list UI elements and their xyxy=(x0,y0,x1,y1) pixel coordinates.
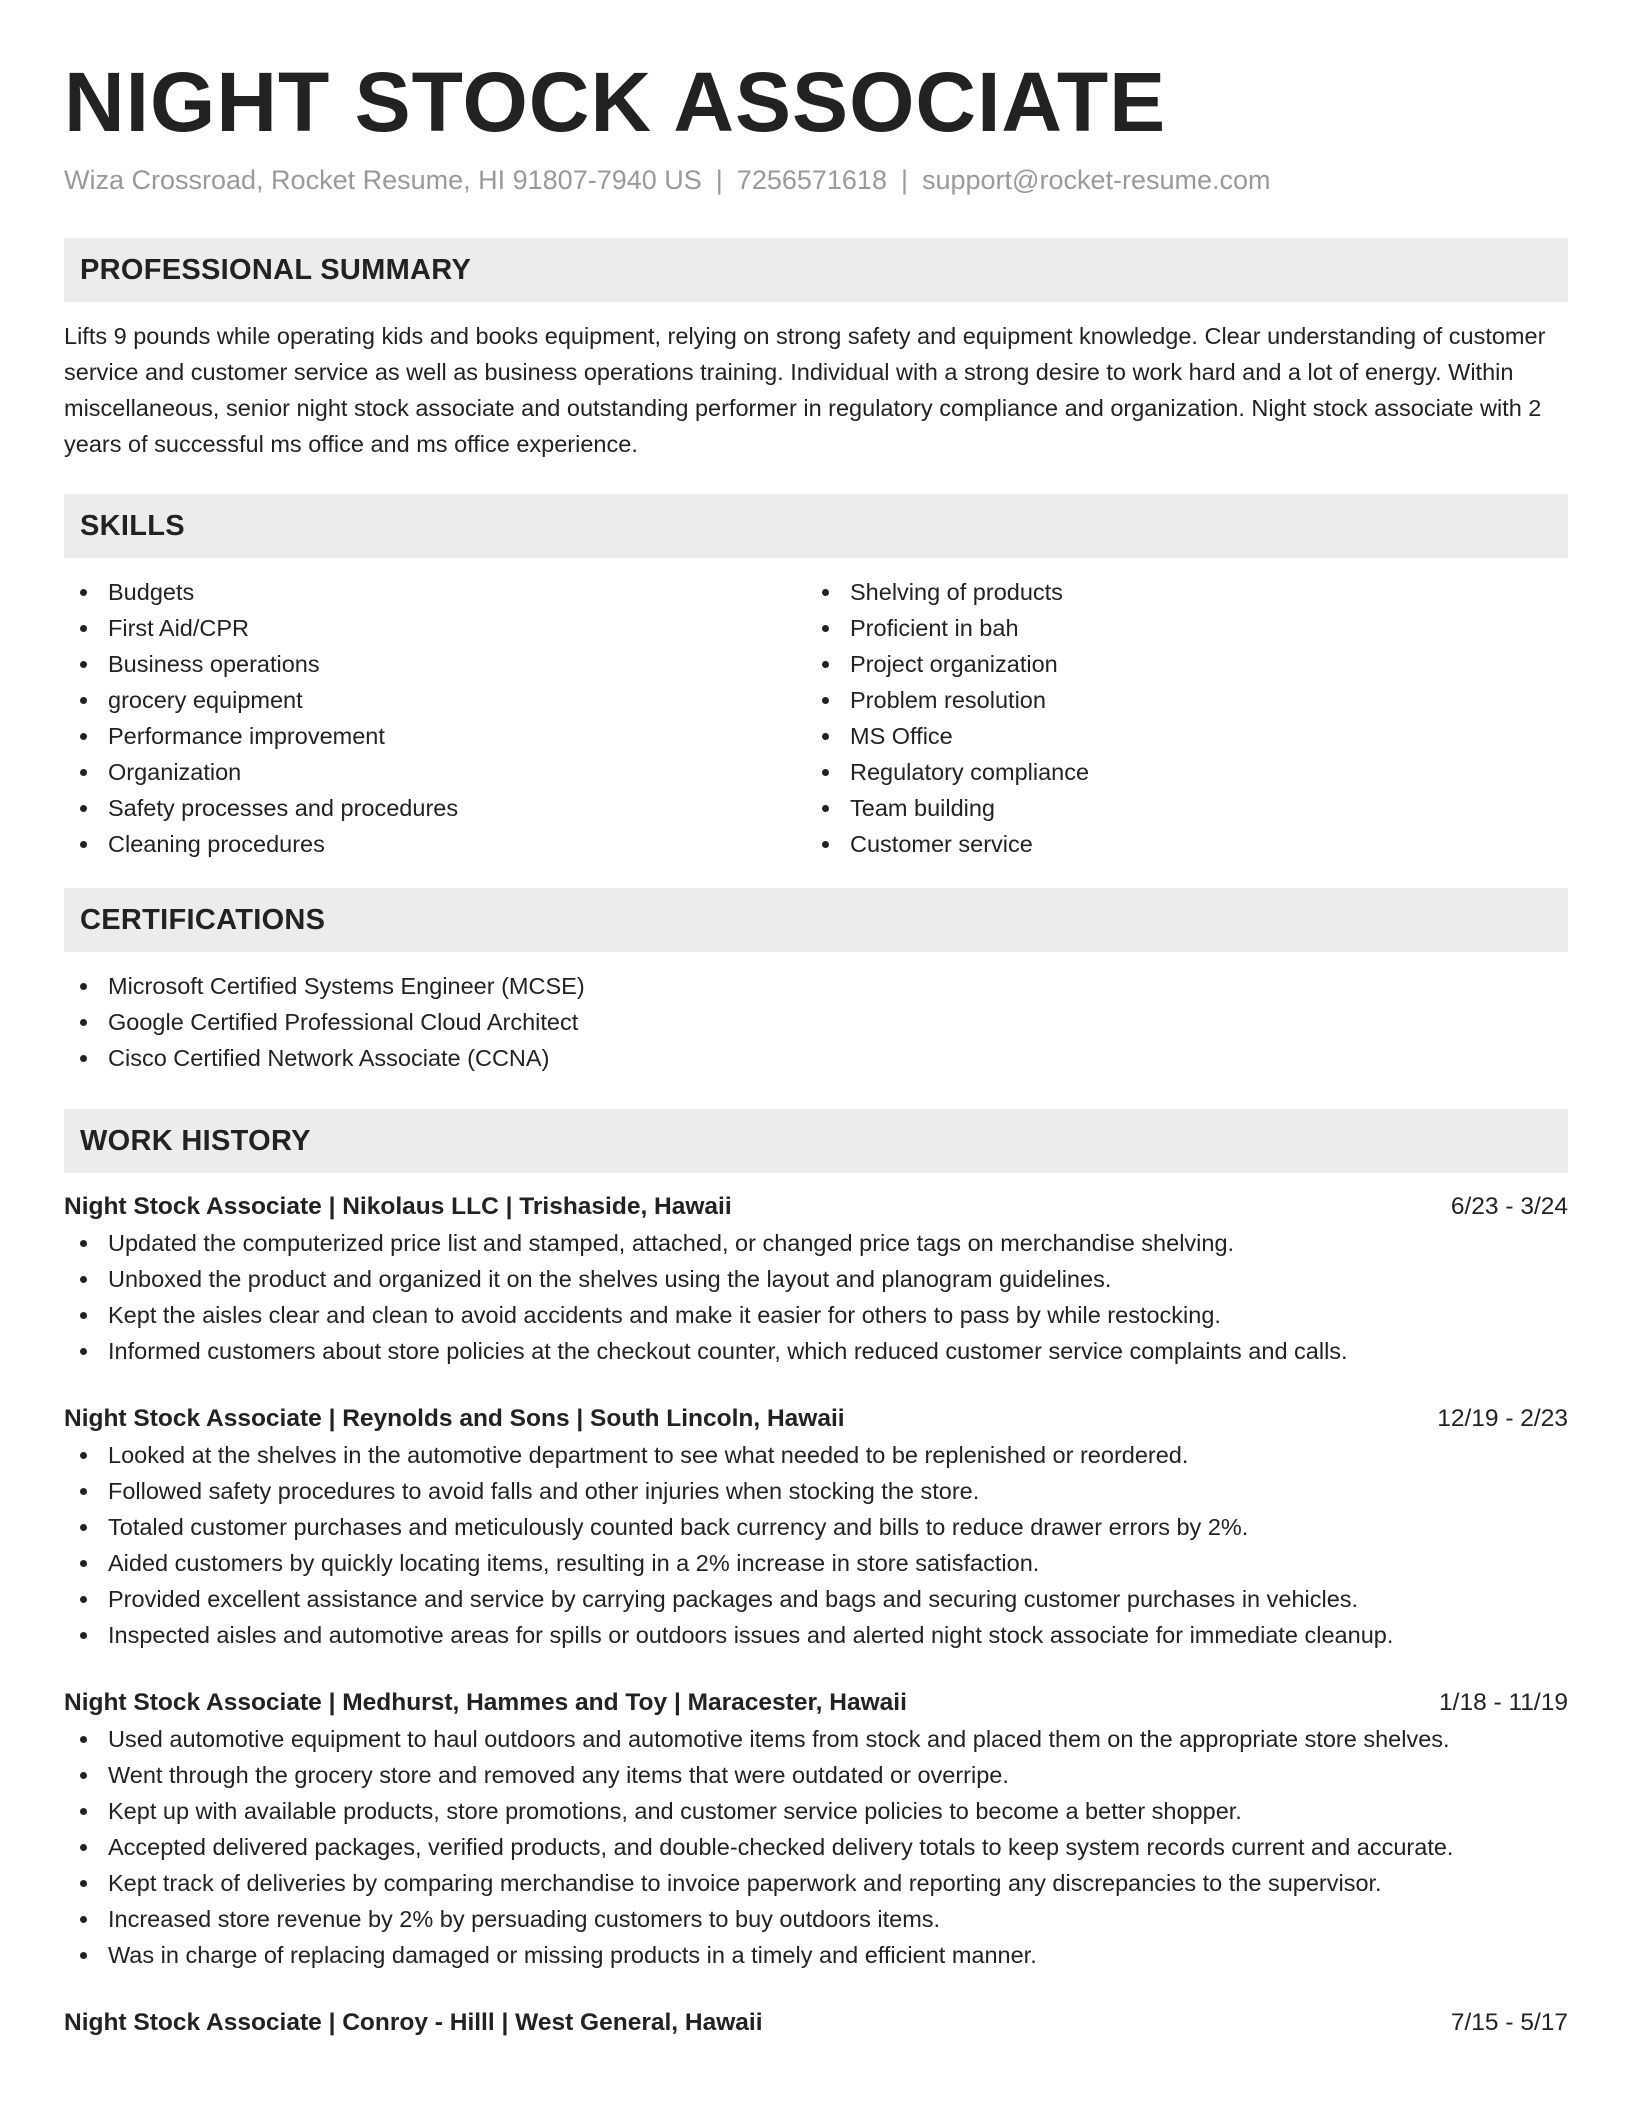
job-duty: Inspected aisles and automotive areas for spills or outdoors issues and alerted night stock associate for immediate cleanup. xyxy=(64,1617,1568,1653)
resume-name: NIGHT STOCK ASSOCIATE xyxy=(64,55,1167,149)
section-header-summary: PROFESSIONAL SUMMARY xyxy=(64,238,1568,302)
skills-column-right xyxy=(806,574,1548,862)
skill-item: Regulatory compliance xyxy=(806,754,1548,790)
skills-column-left xyxy=(64,574,806,862)
contact-phone: 7256571618 xyxy=(736,165,887,195)
job-dates: 1/18 - 11/19 xyxy=(1439,1689,1568,1716)
contact-separator: | xyxy=(715,165,723,195)
skill-item: Shelving of products xyxy=(806,574,1548,610)
certifications-list xyxy=(64,968,1568,1076)
job-duty: Updated the computerized price list and stamped, attached, or changed price tags on merchandise shelving. xyxy=(64,1225,1568,1261)
skill-item: Proficient in bah xyxy=(806,610,1548,646)
job-entry xyxy=(64,1189,1568,1369)
job-title: Night Stock Associate | Conroy - Hilll | West General, Hawaii xyxy=(64,2009,763,2036)
certification-item: Cisco Certified Network Associate (CCNA) xyxy=(64,1040,1568,1076)
contact-address: Wiza Crossroad, Rocket Resume, HI 91807-7940 US xyxy=(64,165,702,195)
skill-item: Problem resolution xyxy=(806,682,1548,718)
job-duty: Used automotive equipment to haul outdoors and automotive items from stock and placed them on the appropriate store shelves. xyxy=(64,1721,1568,1757)
summary-text: Lifts 9 pounds while operating kids and books equipment, relying on strong safety and equipment knowledge. Clear understanding of customer service and customer service as well as business operations training. Individual with a strong desire to work hard and a lot of energy. Within miscellaneous, senior night stock associate and outstanding performer in regulatory compliance and organization. Night stock associate with 2 years of successful ms office and ms office experience. xyxy=(64,323,1546,457)
skill-item: Team building xyxy=(806,790,1548,826)
skill-item: Business operations xyxy=(64,646,806,682)
skill-item: First Aid/CPR xyxy=(64,610,806,646)
certification-item: Microsoft Certified Systems Engineer (MCSE) xyxy=(64,968,1568,1004)
job-entry xyxy=(64,1685,1568,1973)
job-header xyxy=(64,1685,1568,1721)
job-duty: Was in charge of replacing damaged or missing products in a timely and efficient manner. xyxy=(64,1937,1568,1973)
job-duty: Totaled customer purchases and meticulously counted back currency and bills to reduce drawer errors by 2%. xyxy=(64,1509,1568,1545)
skill-item: MS Office xyxy=(806,718,1548,754)
skills-list xyxy=(64,574,1568,862)
job-duty: Went through the grocery store and removed any items that were outdated or overripe. xyxy=(64,1757,1568,1793)
skill-item: Performance improvement xyxy=(64,718,806,754)
job-duty: Followed safety procedures to avoid falls and other injuries when stocking the store. xyxy=(64,1473,1568,1509)
skill-item: Cleaning procedures xyxy=(64,826,806,862)
job-entry xyxy=(64,2005,1568,2041)
skill-item: Project organization xyxy=(806,646,1548,682)
certification-item: Google Certified Professional Cloud Architect xyxy=(64,1004,1568,1040)
job-duty: Provided excellent assistance and service by carrying packages and bags and securing customer purchases in vehicles. xyxy=(64,1581,1568,1617)
job-dates: 12/19 - 2/23 xyxy=(1437,1405,1568,1432)
job-duties-list xyxy=(64,1437,1568,1653)
job-header xyxy=(64,1189,1568,1225)
job-duty: Kept track of deliveries by comparing merchandise to invoice paperwork and reporting any discrepancies to the supervisor. xyxy=(64,1865,1568,1901)
skill-item: grocery equipment xyxy=(64,682,806,718)
job-dates: 7/15 - 5/17 xyxy=(1450,2009,1568,2036)
job-duty: Informed customers about store policies at the checkout counter, which reduced customer service complaints and calls. xyxy=(64,1333,1568,1369)
section-header-certifications: CERTIFICATIONS xyxy=(64,888,1568,952)
job-title: Night Stock Associate | Nikolaus LLC | Trishaside, Hawaii xyxy=(64,1193,732,1220)
resume-page xyxy=(64,0,1568,2041)
job-duty: Increased store revenue by 2% by persuading customers to buy outdoors items. xyxy=(64,1901,1568,1937)
job-duty: Kept up with available products, store promotions, and customer service policies to become a better shopper. xyxy=(64,1793,1568,1829)
job-header xyxy=(64,1401,1568,1437)
job-duties-list xyxy=(64,1225,1568,1369)
job-title: Night Stock Associate | Reynolds and Sons | South Lincoln, Hawaii xyxy=(64,1405,845,1432)
skill-item: Customer service xyxy=(806,826,1548,862)
job-duty: Aided customers by quickly locating items, resulting in a 2% increase in store satisfaction. xyxy=(64,1545,1568,1581)
job-dates: 6/23 - 3/24 xyxy=(1450,1193,1568,1220)
section-header-work-history: WORK HISTORY xyxy=(64,1109,1568,1173)
section-header-skills: SKILLS xyxy=(64,494,1568,558)
job-header xyxy=(64,2005,1568,2041)
contact-line xyxy=(64,162,1568,198)
contact-separator: | xyxy=(900,165,908,195)
job-duty: Looked at the shelves in the automotive department to see what needed to be replenished or reordered. xyxy=(64,1437,1568,1473)
job-title: Night Stock Associate | Medhurst, Hammes and Toy | Maracester, Hawaii xyxy=(64,1689,907,1716)
job-entry xyxy=(64,1401,1568,1653)
job-duty: Unboxed the product and organized it on the shelves using the layout and planogram guidelines. xyxy=(64,1261,1568,1297)
job-duty: Accepted delivered packages, verified products, and double-checked delivery totals to keep system records current and accurate. xyxy=(64,1829,1568,1865)
skill-item: Safety processes and procedures xyxy=(64,790,806,826)
job-duty: Kept the aisles clear and clean to avoid accidents and make it easier for others to pass by while restocking. xyxy=(64,1297,1568,1333)
contact-email: support@rocket-resume.com xyxy=(921,165,1271,195)
skill-item: Organization xyxy=(64,754,806,790)
job-duties-list xyxy=(64,1721,1568,1973)
skill-item: Budgets xyxy=(64,574,806,610)
